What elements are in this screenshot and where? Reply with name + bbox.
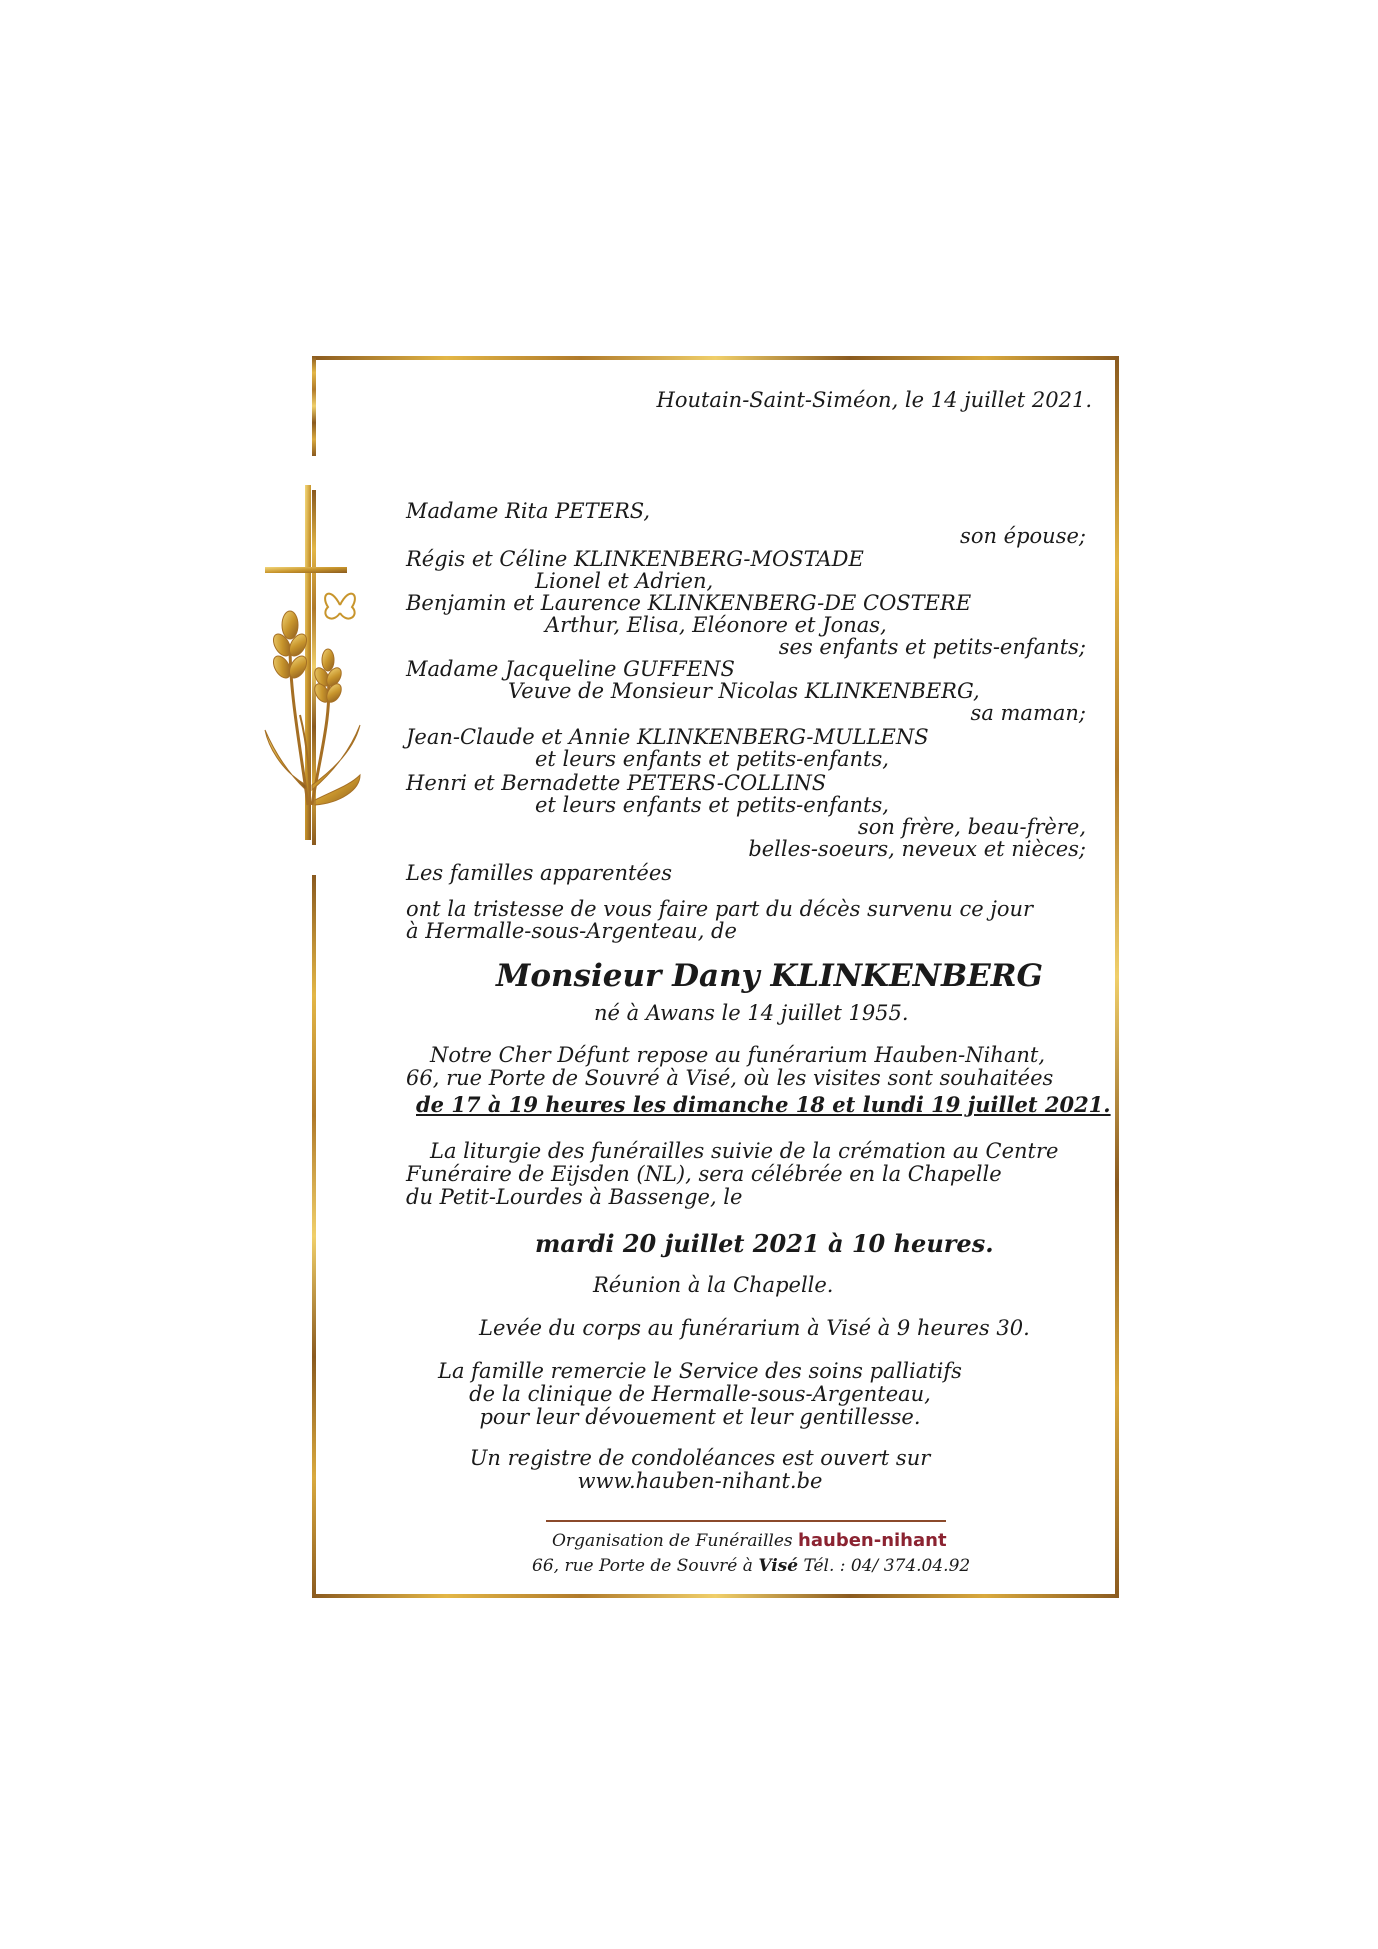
thanks-line: pour leur dévouement et leur gentillesse.: [479, 1405, 921, 1429]
frame-right: [1115, 356, 1119, 1598]
footer-org: [552, 1531, 947, 1551]
family-line: sa maman;: [970, 701, 1086, 725]
family-line: ses enfants et petits-enfants;: [778, 635, 1086, 659]
footer-address: [532, 1556, 970, 1576]
liturgy-line: Funéraire de Eijsden (NL), sera célébrée en la Chapelle: [406, 1162, 1002, 1186]
funeral-date: mardi 20 juillet 2021 à 10 heures.: [535, 1229, 994, 1258]
deceased-name: Monsieur Dany KLINKENBERG: [496, 958, 1044, 994]
visits-line: Notre Cher Défunt repose au funérarium Hauben-Nihant,: [430, 1043, 1045, 1067]
family-line: Veuve de Monsieur Nicolas KLINKENBERG,: [508, 679, 980, 703]
family-line: et leurs enfants et petits-enfants,: [535, 793, 889, 817]
visits-hours: de 17 à 19 heures les dimanche 18 et lundi 19 juillet 2021.: [416, 1092, 1111, 1117]
family-line: son épouse;: [960, 524, 1086, 548]
family-line: Arthur, Elisa, Eléonore et Jonas,: [545, 613, 887, 637]
footer-org-label: Organisation de Funérailles: [552, 1531, 793, 1551]
brand-logo: hauben-nihant: [798, 1530, 947, 1551]
frame-left-upper: [312, 356, 316, 456]
deceased-birth: né à Awans le 14 juillet 1955.: [594, 1001, 909, 1025]
liturgy-line: du Petit-Lourdes à Bassenge, le: [406, 1185, 743, 1209]
family-line: Jean-Claude et Annie KLINKENBERG-MULLENS: [406, 725, 929, 749]
meeting-place: Réunion à la Chapelle.: [593, 1273, 834, 1297]
family-line: Lionel et Adrien,: [535, 569, 714, 593]
levee-time: Levée du corps au funérarium à Visé à 9 heures 30.: [479, 1316, 1030, 1340]
family-line: Madame Jacqueline GUFFENS: [406, 657, 735, 681]
thanks-line: de la clinique de Hermalle-sous-Argenteau,: [469, 1382, 931, 1406]
frame-left-lower: [312, 875, 316, 1598]
cross-wheat-emblem: [260, 485, 380, 845]
visits-line: 66, rue Porte de Souvré à Visé, où les visites sont souhaitées: [406, 1066, 1054, 1090]
register-url[interactable]: www.hauben-nihant.be: [577, 1469, 823, 1493]
wheat-icon: [265, 611, 360, 805]
announcement-line: à Hermalle-sous-Argenteau, de: [406, 919, 737, 943]
family-line: son frère, beau-frère,: [857, 815, 1086, 839]
place-date: Houtain-Saint-Siméon, le 14 juillet 2021.: [656, 388, 1092, 412]
frame-top: [312, 356, 1119, 360]
frame-bottom: [312, 1594, 1119, 1598]
register-line: Un registre de condoléances est ouvert sur: [469, 1446, 931, 1470]
family-line: Madame Rita PETERS,: [406, 499, 651, 523]
butterfly-icon: [325, 594, 355, 619]
liturgy-line: La liturgie des funérailles suivie de la crémation au Centre: [430, 1139, 1059, 1163]
footer-phone: Tél. : 04/ 374.04.92: [803, 1556, 971, 1576]
family-line: Régis et Céline KLINKENBERG-MOSTADE: [406, 547, 864, 571]
footer-city: Visé: [758, 1556, 799, 1576]
footer-divider: [546, 1520, 946, 1522]
family-line: Henri et Bernadette PETERS-COLLINS: [406, 771, 827, 795]
family-line: Benjamin et Laurence KLINKENBERG-DE COSTERE: [406, 591, 972, 615]
footer-street: 66, rue Porte de Souvré à: [532, 1556, 753, 1576]
family-line: belles-soeurs, neveux et nièces;: [748, 837, 1086, 861]
family-line: et leurs enfants et petits-enfants,: [535, 747, 889, 771]
announcement-line: ont la tristesse de vous faire part du décès survenu ce jour: [406, 897, 1034, 921]
family-line: Les familles apparentées: [406, 861, 673, 885]
thanks-line: La famille remercie le Service des soins palliatifs: [438, 1359, 962, 1383]
